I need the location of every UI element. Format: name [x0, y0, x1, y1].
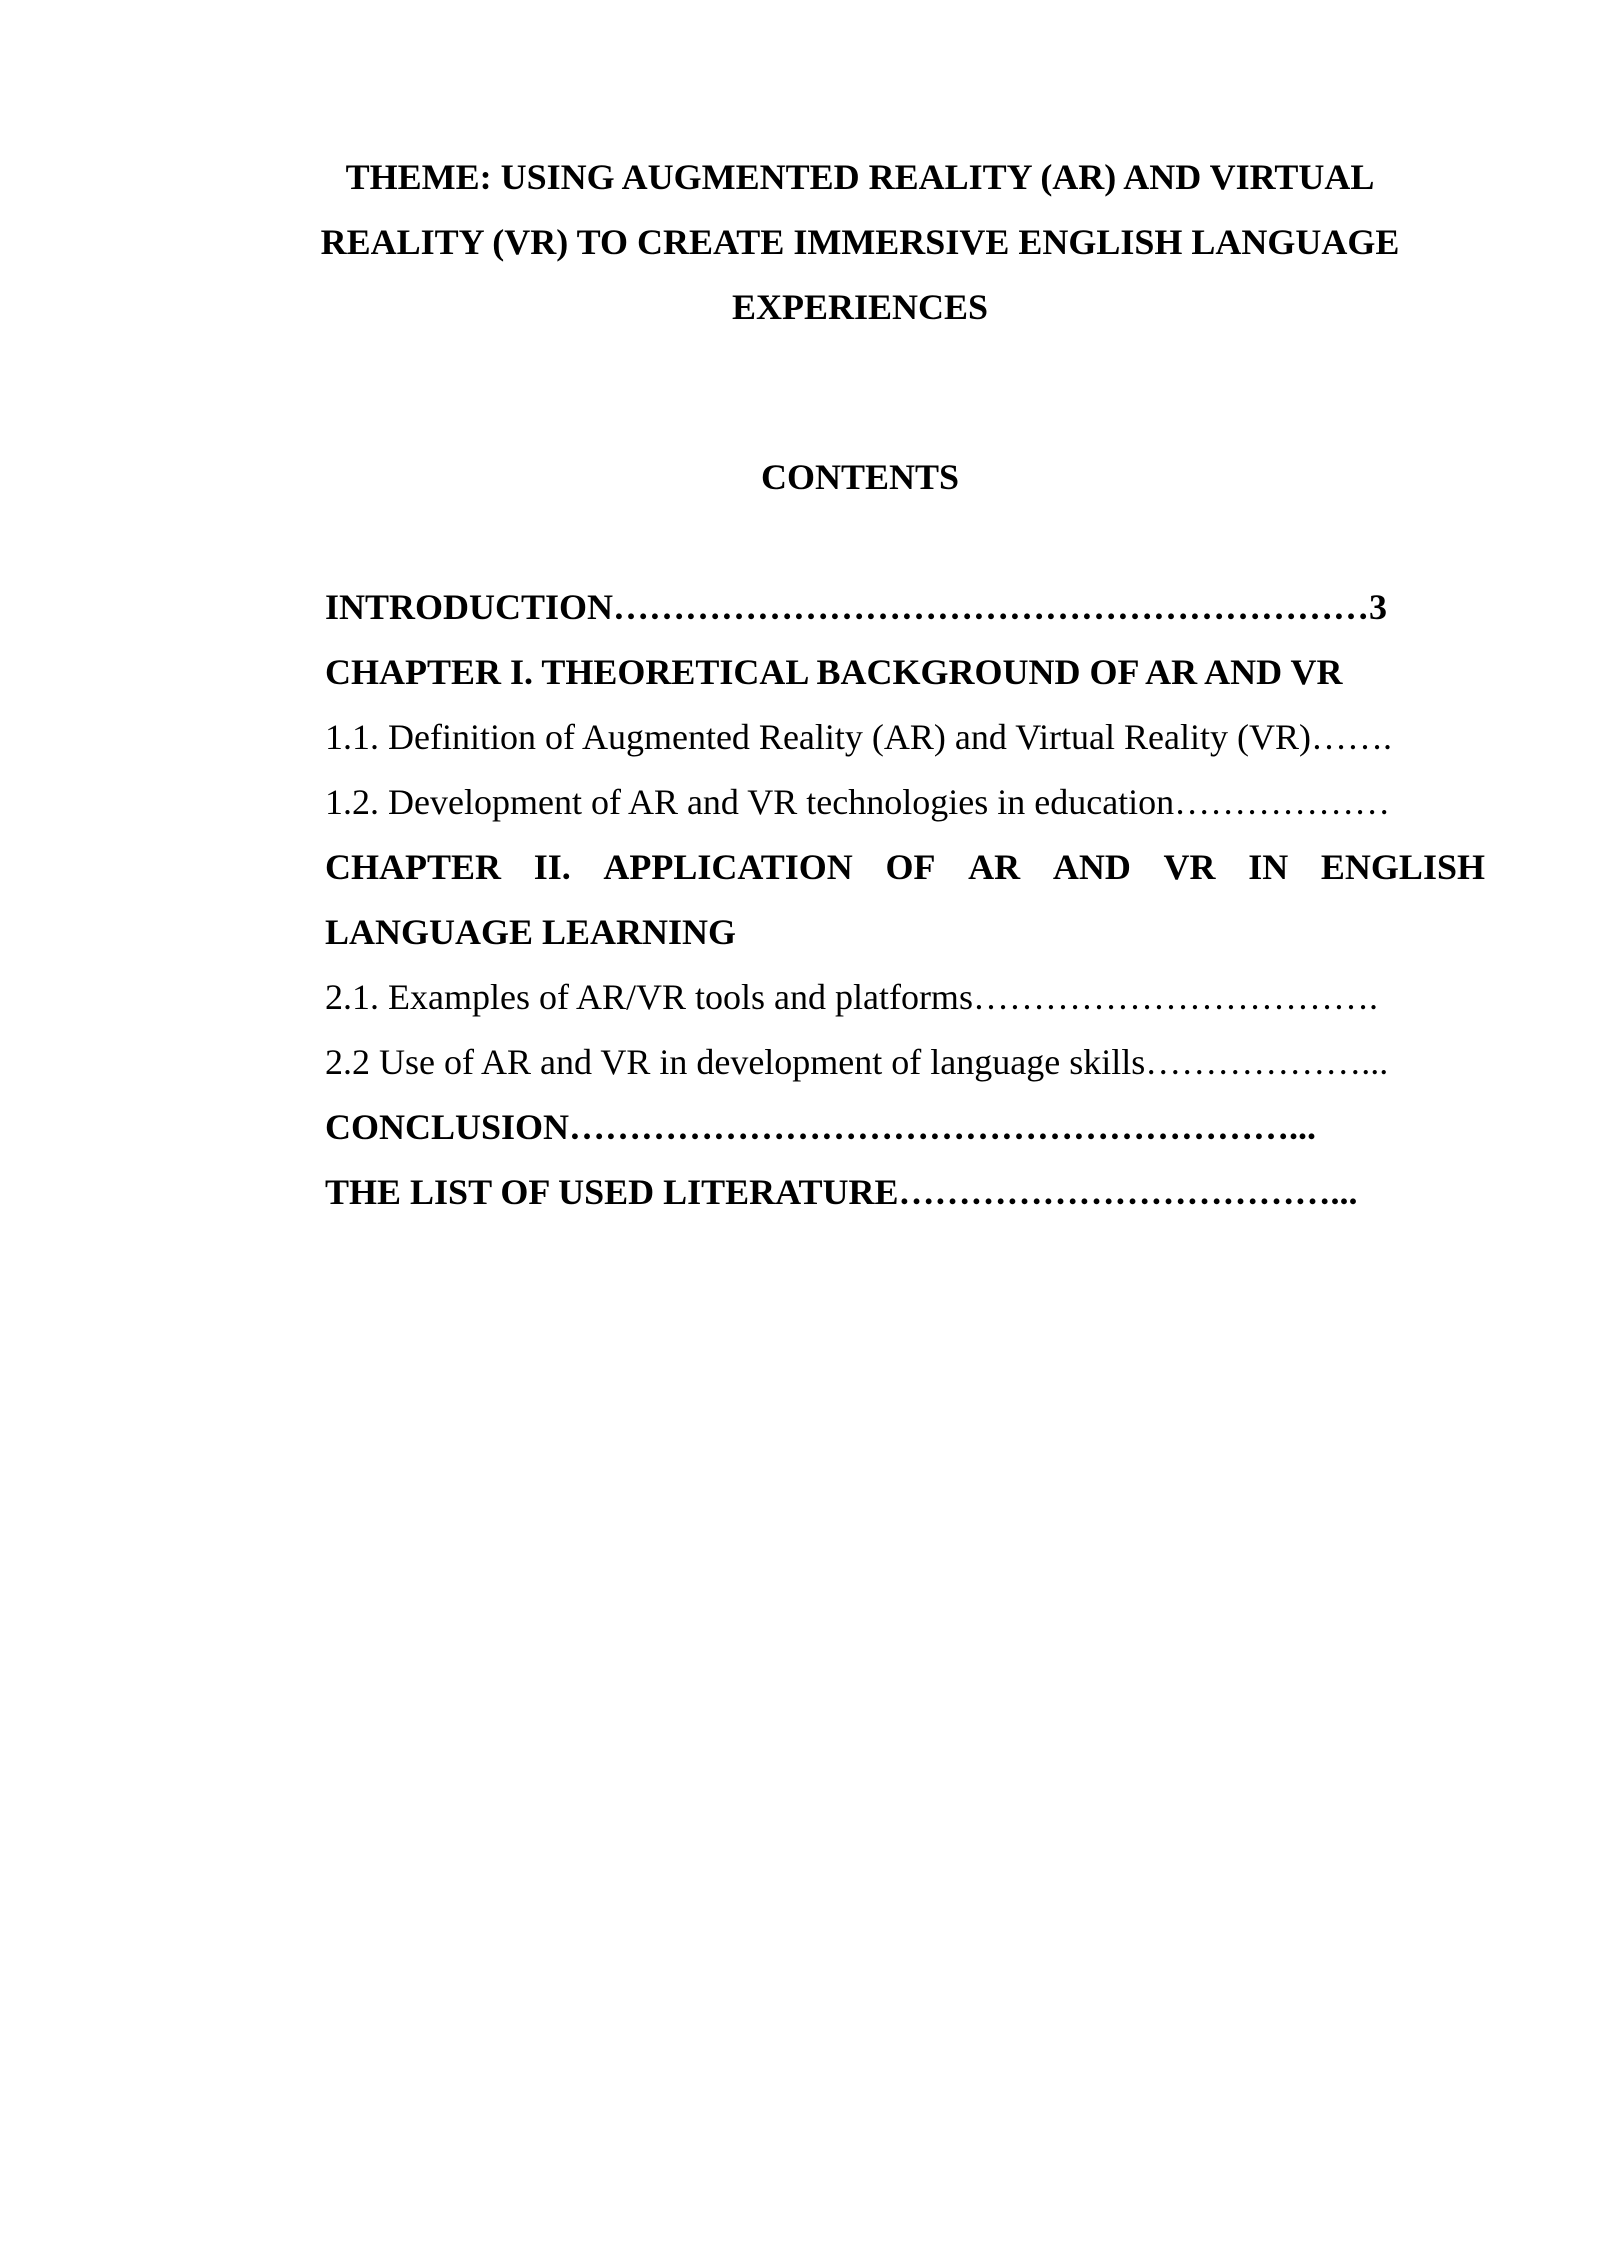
table-of-contents — [325, 575, 1485, 1225]
toc-item-2-2: 2.2 Use of AR and VR in development of language skills………………... — [325, 1042, 1389, 1082]
toc-chapter-2-line-1 — [325, 835, 1485, 900]
theme-title-line-1: THEME: USING AUGMENTED REALITY (AR) AND VIRTUAL — [345, 157, 1375, 197]
theme-title-line-2: REALITY (VR) TO CREATE IMMERSIVE ENGLISH LANGUAGE — [320, 222, 1400, 262]
theme-title-line-3: EXPERIENCES — [731, 287, 989, 327]
toc-chapter-2-word: APPLICATION — [603, 847, 853, 887]
toc-literature: THE LIST OF USED LITERATURE………………………………... — [325, 1172, 1358, 1212]
toc-item-1-1: 1.1. Definition of Augmented Reality (AR) and Virtual Reality (VR)……. — [325, 717, 1392, 757]
toc-chapter-2-word: CHAPTER — [325, 847, 502, 887]
toc-chapter-2-word: IN — [1248, 847, 1289, 887]
toc-chapter-2-word: II. — [533, 847, 571, 887]
toc-chapter-2-word: AR — [968, 847, 1021, 887]
contents-heading: CONTENTS — [760, 457, 960, 497]
toc-conclusion: CONCLUSION……………………………………………………... — [325, 1107, 1317, 1147]
theme-title — [250, 145, 1470, 340]
toc-chapter-2-line-2: LANGUAGE LEARNING — [325, 912, 737, 952]
toc-item-2-1: 2.1. Examples of AR/VR tools and platforms……………………………. — [325, 977, 1378, 1017]
toc-chapter-2-word: VR — [1163, 847, 1216, 887]
toc-chapter-2-word: AND — [1052, 847, 1131, 887]
toc-introduction: INTRODUCTION………………………………………………………3 — [325, 587, 1388, 627]
toc-chapter-2-word: ENGLISH — [1320, 847, 1485, 887]
toc-chapter-1: CHAPTER I. THEORETICAL BACKGROUND OF AR AND VR — [325, 652, 1343, 692]
toc-chapter-2-word: OF — [885, 847, 936, 887]
toc-chapter-2 — [325, 835, 1485, 965]
toc-item-1-2: 1.2. Development of AR and VR technologies in education……………… — [325, 782, 1391, 822]
